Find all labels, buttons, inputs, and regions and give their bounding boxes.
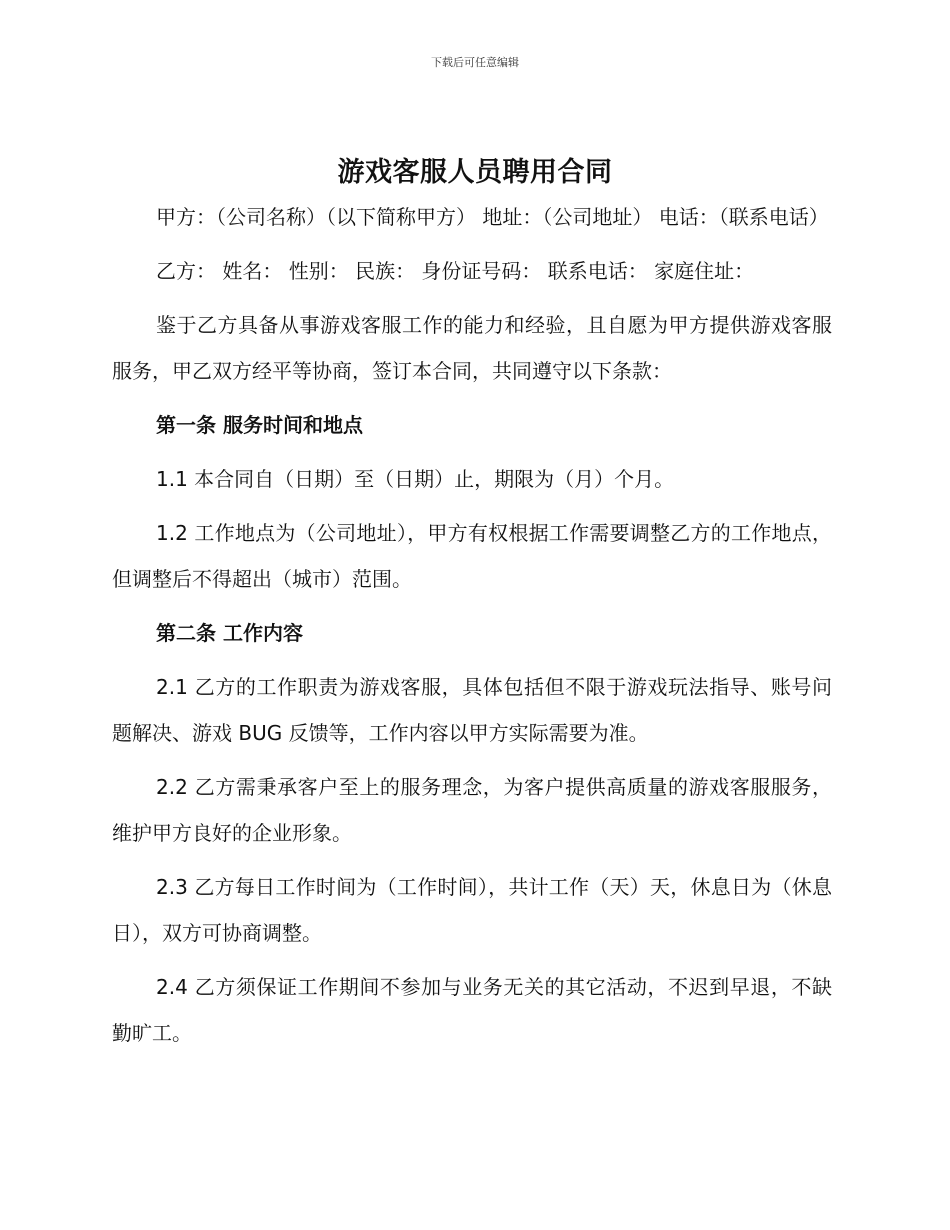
clause-1-1: 1.1 本合同自（日期）至（日期）止，期限为（月）个月。 [156, 467, 675, 491]
clause-2-4: 2.4 乙方须保证工作期间不参加与业务无关的其它活动，不迟到早退，不缺勤旷工。 [112, 975, 832, 1045]
clause-2-3: 2.3 乙方每日工作时间为（工作时间），共计工作（天）天，休息日为（休息日），双方可协商调整。 [112, 875, 832, 945]
clause-1-2: 1.2 工作地点为（公司地址），甲方有权根据工作需要调整乙方的工作地点，但调整后不得超出（城市）范围。 [112, 521, 832, 591]
header-note: 下载后可任意编辑 [431, 56, 519, 69]
article-1-heading: 第一条 服务时间和地点 [156, 413, 363, 437]
clause-2-1: 2.1 乙方的工作职责为游戏客服，具体包括但不限于游戏玩法指导、账号问题解决、游戏 BUG 反馈等，工作内容以甲方实际需要为准。 [112, 675, 832, 745]
party-a-info: 甲方：（公司名称）（以下简称甲方） 地址：（公司地址） 电话：（联系电话） [156, 205, 829, 229]
article-2-heading: 第二条 工作内容 [156, 621, 303, 645]
clause-2-2: 2.2 乙方需秉承客户至上的服务理念，为客户提供高质量的游戏客服服务，维护甲方良好的企业形象。 [112, 775, 832, 845]
document-body [112, 194, 832, 1064]
party-b-info: 乙方： 姓名： 性别： 民族： 身份证号码： 联系电话： 家庭住址： [156, 259, 755, 283]
document-title: 游戏客服人员聘用合同 [337, 157, 613, 188]
preamble-paragraph: 鉴于乙方具备从事游戏客服工作的能力和经验，且自愿为甲方提供游戏客服服务，甲乙双方经平等协商，签订本合同，共同遵守以下条款： [112, 313, 832, 383]
